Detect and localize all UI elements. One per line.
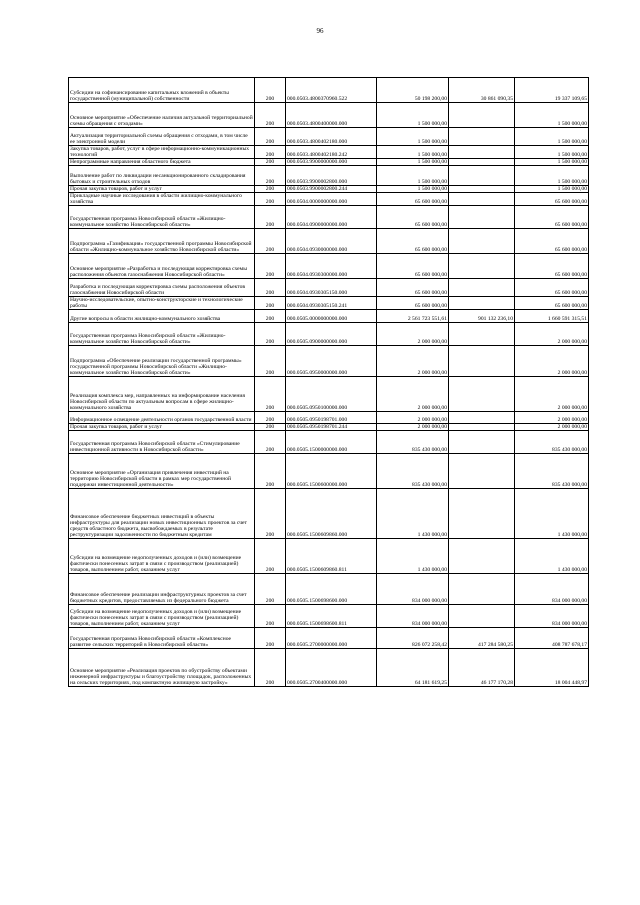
row-regional-cell: 1 500 000,00 [515, 186, 589, 193]
row-name-cell: Основное мероприятие «Организация привлечения инвестиций на территорию Новосибирской области в рамках мер государственной поддержки инвестиционной деятельности» [69, 454, 255, 489]
row-total-cell: 2 000 000,00 [377, 412, 449, 424]
row-total-cell: 65 600 000,00 [377, 206, 449, 229]
row-total-cell: 834 000 000,00 [377, 605, 449, 628]
table-row [69, 649, 589, 687]
row-vr-cell: 200 [255, 186, 286, 193]
row-vr-cell: 200 [255, 346, 286, 377]
row-regional-cell: 2 000 000,00 [515, 323, 589, 346]
row-name-cell: Прочая закупка товаров, работ и услуг [69, 186, 255, 193]
row-total-cell: 1 500 000,00 [377, 159, 449, 166]
table-row [69, 605, 589, 628]
row-code-cell: 000.0503.4800370960.522 [286, 78, 377, 103]
row-total-cell: 1 500 000,00 [377, 166, 449, 186]
row-total-cell: 2 000 000,00 [377, 377, 449, 412]
row-vr-cell: 200 [255, 454, 286, 489]
row-regional-cell: 2 000 000,00 [515, 424, 589, 431]
row-regional-cell: 2 000 000,00 [515, 412, 589, 424]
row-code-cell: 000.0505.2700000000.000 [286, 628, 377, 649]
row-code-cell: 000.0503.4800402180.000 [286, 128, 377, 146]
row-total-cell: 835 430 000,00 [377, 431, 449, 454]
row-federal-cell [449, 605, 515, 628]
row-regional-cell: 834 000 000,00 [515, 605, 589, 628]
row-regional-cell: 1 500 000,00 [515, 103, 589, 128]
table-row [69, 297, 589, 310]
table-row [69, 279, 589, 297]
row-vr-cell: 200 [255, 279, 286, 297]
row-code-cell: 000.0505.1500698600.000 [286, 574, 377, 605]
row-name-cell: Закупка товаров, работ, услуг в сфере информационно-коммуникационных технологий [69, 146, 255, 159]
row-vr-cell: 200 [255, 412, 286, 424]
row-regional-cell: 65 600 000,00 [515, 254, 589, 279]
row-name-cell: Другие вопросы в области жилищно-коммунального хозяйства [69, 310, 255, 323]
table-row [69, 424, 589, 431]
row-code-cell: 000.0505.0950100000.000 [286, 377, 377, 412]
row-vr-cell: 200 [255, 310, 286, 323]
row-code-cell: 000.0504.0930305150.000 [286, 279, 377, 297]
row-code-cell: 000.0505.1500600000.000 [286, 454, 377, 489]
row-code-cell: 000.0504.0930300000.000 [286, 254, 377, 279]
row-code-cell: 000.0505.0900000000.000 [286, 323, 377, 346]
row-federal-cell [449, 254, 515, 279]
row-federal-cell [449, 346, 515, 377]
row-name-cell: Информационное освещение деятельности органов государственной власти [69, 412, 255, 424]
row-federal-cell: 901 132 236,10 [449, 310, 515, 323]
row-federal-cell [449, 166, 515, 186]
row-name-cell: Государственная программа Новосибирской области «Жилищно-коммунальное хозяйство Новосибирской области» [69, 206, 255, 229]
row-vr-cell: 200 [255, 166, 286, 186]
row-total-cell: 2 561 723 551,61 [377, 310, 449, 323]
table-row [69, 78, 589, 103]
row-code-cell: 000.0505.1500609860.000 [286, 489, 377, 539]
table-row [69, 628, 589, 649]
table-row [69, 146, 589, 159]
row-name-cell: Государственная программа Новосибирской области «Комплексное развитие сельских территорий в Новосибирской области» [69, 628, 255, 649]
row-code-cell: 000.0503.4800400000.000 [286, 103, 377, 128]
row-code-cell: 000.0505.0950198701.000 [286, 412, 377, 424]
row-vr-cell: 200 [255, 574, 286, 605]
row-vr-cell: 200 [255, 424, 286, 431]
row-federal-cell [449, 103, 515, 128]
budget-table [68, 77, 589, 687]
row-code-cell: 000.0504.0930000000.000 [286, 229, 377, 254]
table-row [69, 193, 589, 206]
row-federal-cell [449, 424, 515, 431]
row-regional-cell: 835 430 000,00 [515, 454, 589, 489]
row-total-cell: 1 500 000,00 [377, 103, 449, 128]
row-vr-cell: 200 [255, 146, 286, 159]
row-federal-cell [449, 574, 515, 605]
table-row [69, 454, 589, 489]
row-total-cell: 65 600 000,00 [377, 297, 449, 310]
row-total-cell: 1 430 000,00 [377, 489, 449, 539]
table-row [69, 323, 589, 346]
row-regional-cell: 834 000 000,00 [515, 574, 589, 605]
row-regional-cell: 835 430 000,00 [515, 431, 589, 454]
row-regional-cell: 18 004 448,97 [515, 649, 589, 687]
row-regional-cell: 19 337 109,65 [515, 78, 589, 103]
row-name-cell: Разработка и последующая корректировка схемы расположения объектов газоснабжения Новосибирской области [69, 279, 255, 297]
row-name-cell: Выполнение работ по ликвидации несанкционированного складирования бытовых и строительных отходов [69, 166, 255, 186]
row-vr-cell: 200 [255, 128, 286, 146]
row-vr-cell: 200 [255, 605, 286, 628]
row-total-cell: 2 000 000,00 [377, 346, 449, 377]
row-federal-cell: 46 177 170,28 [449, 649, 515, 687]
row-total-cell: 1 500 000,00 [377, 146, 449, 159]
row-name-cell: Субсидии на возмещение недополученных доходов и (или) возмещение фактически понесенных затрат в связи с производством (реализацией) товаров, выполнением работ, оказанием услуг [69, 539, 255, 574]
row-code-cell: 000.0503.4800402180.242 [286, 146, 377, 159]
row-code-cell: 000.0505.0950198701.244 [286, 424, 377, 431]
row-name-cell: Основное мероприятие «Обеспечение наличия актуальной территориальной схемы обращения с отходами» [69, 103, 255, 128]
row-total-cell: 65 600 000,00 [377, 193, 449, 206]
row-vr-cell: 200 [255, 229, 286, 254]
row-name-cell: Основное мероприятие «Реализация проектов по обустройству объектами инженерной инфраструктуры и благоустройству площадок, расположенных на сельских территориях, под компактную жилищную застройку» [69, 649, 255, 687]
row-code-cell: 000.0504.0930305150.241 [286, 297, 377, 310]
table-row [69, 128, 589, 146]
table-row [69, 539, 589, 574]
row-total-cell: 2 000 000,00 [377, 424, 449, 431]
row-code-cell: 000.0504.0000000000.000 [286, 193, 377, 206]
row-code-cell: 000.0505.0950000000.000 [286, 346, 377, 377]
row-code-cell: 000.0505.1500698600.811 [286, 605, 377, 628]
row-total-cell: 65 600 000,00 [377, 254, 449, 279]
row-regional-cell: 65 600 000,00 [515, 297, 589, 310]
row-vr-cell: 200 [255, 431, 286, 454]
row-vr-cell: 200 [255, 628, 286, 649]
row-vr-cell: 200 [255, 193, 286, 206]
row-federal-cell: 417 284 580,25 [449, 628, 515, 649]
row-federal-cell [449, 206, 515, 229]
row-code-cell: 000.0505.1500000000.000 [286, 431, 377, 454]
table-row [69, 412, 589, 424]
row-total-cell: 2 000 000,00 [377, 323, 449, 346]
row-vr-cell: 200 [255, 649, 286, 687]
row-vr-cell: 200 [255, 159, 286, 166]
row-regional-cell: 65 600 000,00 [515, 193, 589, 206]
row-federal-cell [449, 279, 515, 297]
row-name-cell: Основное мероприятие «Разработка и последующая корректировка схемы расположения объектов газоснабжения Новосибирской области» [69, 254, 255, 279]
row-vr-cell: 200 [255, 323, 286, 346]
row-total-cell: 826 072 258,42 [377, 628, 449, 649]
row-regional-cell: 2 000 000,00 [515, 377, 589, 412]
row-vr-cell: 200 [255, 297, 286, 310]
row-federal-cell [449, 412, 515, 424]
row-name-cell: Актуализация территориальной схемы обращения с отходами, в том числе ее электронной модели [69, 128, 255, 146]
table-row [69, 431, 589, 454]
row-name-cell: Финансовое обеспечение бюджетных инвестиций в объекты инфраструктуры для реализации новых инвестиционных проектов за счет средств областного бюджета, высвобождаемых в результате реструктуризации задолженности по бюджетным кредитам [69, 489, 255, 539]
row-name-cell: Подпрограмма «Газификация» государственной программы Новосибирской области «Жилищно-коммунальное хозяйство Новосибирской области» [69, 229, 255, 254]
row-name-cell: Субсидии на возмещение недополученных доходов и (или) возмещение фактически понесенных затрат в связи с производством (реализацией) товаров, выполнением работ, оказанием услуг [69, 605, 255, 628]
row-total-cell: 1 500 000,00 [377, 128, 449, 146]
table-row [69, 229, 589, 254]
row-regional-cell: 1 500 000,00 [515, 128, 589, 146]
row-name-cell: Непрограммные направления областного бюджета [69, 159, 255, 166]
table-row [69, 489, 589, 539]
row-federal-cell: 30 861 090,35 [449, 78, 515, 103]
row-code-cell: 000.0503.9900000000.000 [286, 159, 377, 166]
row-federal-cell [449, 297, 515, 310]
row-name-cell: Подпрограмма «Обеспечение реализации государственной программы» государственной программы Новосибирской области «Жилищно-коммунальное хозяйство Новосибирской области» [69, 346, 255, 377]
row-regional-cell: 65 600 000,00 [515, 279, 589, 297]
row-federal-cell [449, 539, 515, 574]
row-vr-cell: 200 [255, 489, 286, 539]
row-total-cell: 65 600 000,00 [377, 279, 449, 297]
row-total-cell: 64 181 619,25 [377, 649, 449, 687]
row-federal-cell [449, 128, 515, 146]
row-regional-cell: 1 500 000,00 [515, 166, 589, 186]
row-regional-cell: 1 500 000,00 [515, 146, 589, 159]
row-total-cell: 65 600 000,00 [377, 229, 449, 254]
row-code-cell: 000.0503.9900002800.000 [286, 166, 377, 186]
row-vr-cell: 200 [255, 103, 286, 128]
table-row [69, 186, 589, 193]
row-regional-cell: 1 500 000,00 [515, 159, 589, 166]
row-total-cell: 835 430 000,00 [377, 454, 449, 489]
row-federal-cell [449, 323, 515, 346]
row-federal-cell [449, 454, 515, 489]
row-federal-cell [449, 193, 515, 206]
row-name-cell: Прикладные научные исследования в области жилищно-коммунального хозяйства [69, 193, 255, 206]
table-row [69, 103, 589, 128]
table-row [69, 159, 589, 166]
table-row [69, 206, 589, 229]
row-code-cell: 000.0505.2700400000.000 [286, 649, 377, 687]
row-name-cell: Государственная программа Новосибирской области «Стимулирование инвестиционной активности в Новосибирской области» [69, 431, 255, 454]
row-vr-cell: 200 [255, 206, 286, 229]
table-row [69, 377, 589, 412]
row-code-cell: 000.0504.0900000000.000 [286, 206, 377, 229]
row-vr-cell: 200 [255, 78, 286, 103]
table-row [69, 166, 589, 186]
row-regional-cell: 2 000 000,00 [515, 346, 589, 377]
table-row [69, 346, 589, 377]
row-vr-cell: 200 [255, 539, 286, 574]
row-federal-cell [449, 159, 515, 166]
row-total-cell: 1 430 000,00 [377, 539, 449, 574]
page-number: 96 [316, 27, 324, 35]
row-federal-cell [449, 146, 515, 159]
row-federal-cell [449, 489, 515, 539]
row-name-cell: Реализация комплекса мер, направленных на информирование населения Новосибирской области по актуальным вопросам в сфере жилищно-коммунального хозяйства [69, 377, 255, 412]
row-name-cell: Государственная программа Новосибирской области «Жилищно-коммунальное хозяйство Новосибирской области» [69, 323, 255, 346]
row-regional-cell: 1 660 591 315,51 [515, 310, 589, 323]
row-regional-cell: 1 430 000,00 [515, 539, 589, 574]
row-total-cell: 834 000 000,00 [377, 574, 449, 605]
table-row [69, 254, 589, 279]
row-code-cell: 000.0503.9900002800.244 [286, 186, 377, 193]
row-total-cell: 50 198 200,00 [377, 78, 449, 103]
row-name-cell: Финансовое обеспечение реализации инфраструктурных проектов за счет бюджетных кредитов, предоставляемых из федерального бюджета [69, 574, 255, 605]
row-total-cell: 1 500 000,00 [377, 186, 449, 193]
row-federal-cell [449, 229, 515, 254]
row-regional-cell: 408 787 678,17 [515, 628, 589, 649]
row-federal-cell [449, 377, 515, 412]
row-vr-cell: 200 [255, 377, 286, 412]
table-row [69, 574, 589, 605]
row-vr-cell: 200 [255, 254, 286, 279]
budget-table-body [69, 78, 589, 687]
row-name-cell: Прочая закупка товаров, работ и услуг [69, 424, 255, 431]
row-regional-cell: 1 430 000,00 [515, 489, 589, 539]
row-regional-cell: 65 600 000,00 [515, 206, 589, 229]
row-name-cell: Научно-исследовательские, опытно-конструкторские и технологические работы [69, 297, 255, 310]
row-code-cell: 000.0505.1500609860.811 [286, 539, 377, 574]
row-regional-cell: 65 600 000,00 [515, 229, 589, 254]
row-federal-cell [449, 186, 515, 193]
row-name-cell: Субсидии на софинансирование капитальных вложений в объекты государственной (муниципальной) собственности [69, 78, 255, 103]
row-federal-cell [449, 431, 515, 454]
table-row [69, 310, 589, 323]
row-code-cell: 000.0505.0000000000.000 [286, 310, 377, 323]
